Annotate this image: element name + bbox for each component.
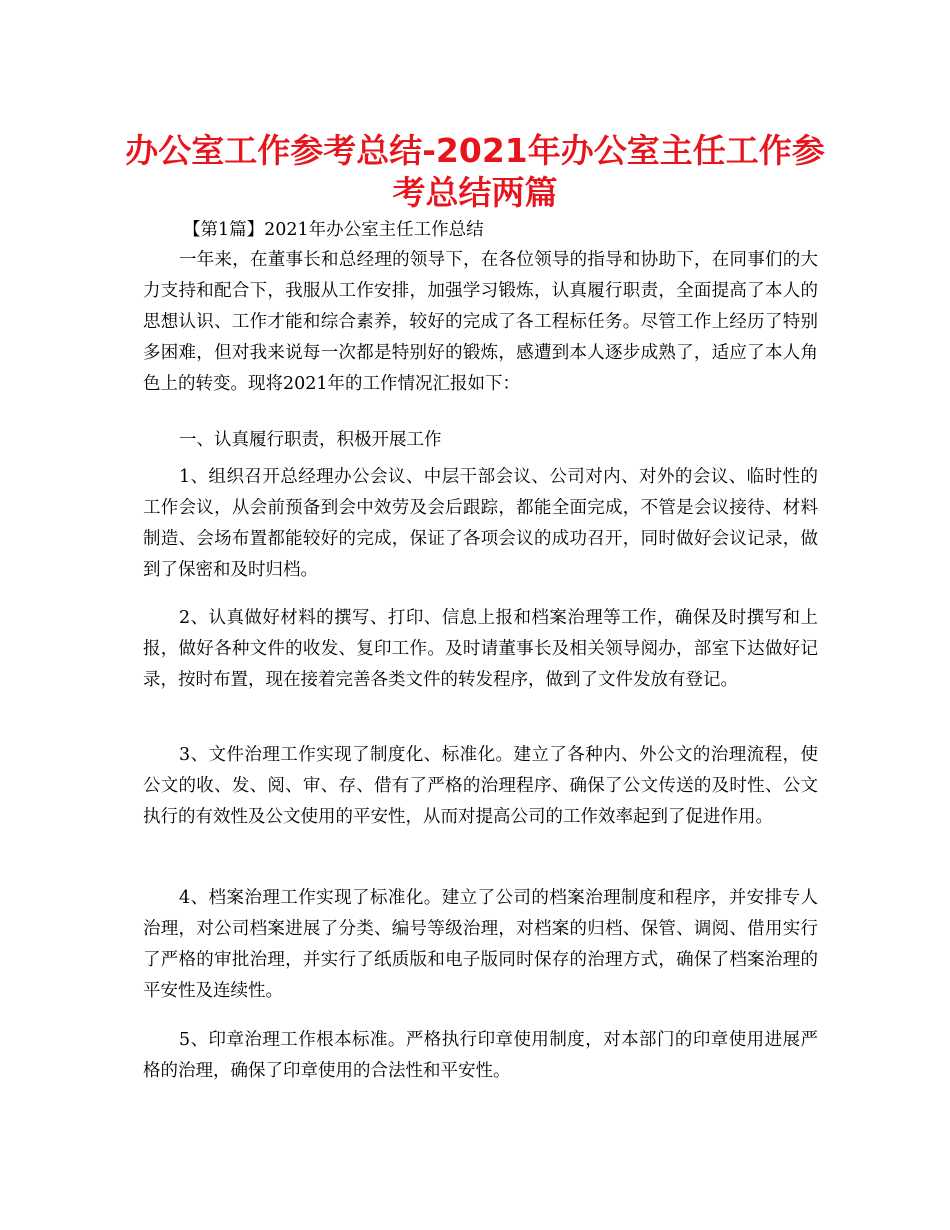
section-label-text: 【第1篇】2021年办公室主任工作总结 <box>183 220 484 240</box>
paragraph-item-2 <box>143 603 818 696</box>
paragraph-text: 5、印章治理工作根本标准。严格执行印章使用制度，对本部门的印章使用进展严格的治理，确保了印章使用的合法性和平安性。 <box>143 1030 818 1081</box>
paragraph-text: 一年来，在董事长和总经理的领导下，在各位领导的指导和协助下，在同事们的大力支持和配合下，我服从工作安排，加强学习锻炼，认真履行职责，全面提高了本人的思想认识、工作才能和综合素养，较好的完成了各工程标任务。尽管工作上经历了特别多困难，但对我来说每一次都是特别好的锻炼，感遭到本人逐步成熟了，适应了本人角色上的转变。现将2021年的工作情况汇报如下： <box>143 250 818 394</box>
paragraph-item-5 <box>143 1025 818 1087</box>
section-heading-text: 一、认真履行职责，积极开展工作 <box>179 430 442 450</box>
paragraph-text: 3、文件治理工作实现了制度化、标准化。建立了各种内、外公文的治理流程，使公文的收、发、阅、审、存、借有了严格的治理程序、确保了公文传送的及时性、公文执行的有效性及公文使用的平安性，从而对提高公司的工作效率起到了促进作用。 <box>143 745 818 827</box>
section-label <box>143 215 818 246</box>
document-title-line2: 考总结两篇 <box>392 173 558 212</box>
section-heading-1 <box>143 425 818 456</box>
paragraph-item-4 <box>143 883 818 1007</box>
paragraph-text: 1、组织召开总经理办公会议、中层干部会议、公司对内、对外的会议、临时性的工作会议，从会前预备到会中效劳及会后跟踪，都能全面完成，不管是会议接待、材料制造、会场布置都能较好的完成，保证了各项会议的成功召开，同时做好会议记录，做到了保密和及时归档。 <box>143 467 818 580</box>
paragraph-item-3 <box>143 740 818 833</box>
paragraph-text: 4、档案治理工作实现了标准化。建立了公司的档案治理制度和程序，并安排专人治理，对公司档案进展了分类、编号等级治理，对档案的归档、保管、调阅、借用实行了严格的审批治理，并实行了纸质版和电子版同时保存的治理方式，确保了档案治理的平安性及连续性。 <box>143 888 818 1001</box>
paragraph-text: 2、认真做好材料的撰写、打印、信息上报和档案治理等工作，确保及时撰写和上报，做好各种文件的收发、复印工作。及时请董事长及相关领导阅办，部室下达做好记录，按时布置，现在接着完善各类文件的转发程序，做到了文件发放有登记。 <box>143 608 818 690</box>
paragraph-intro <box>143 245 818 400</box>
paragraph-item-1 <box>143 462 818 586</box>
document-title-line1: 办公室工作参考总结-2021年办公室主任工作参 <box>125 131 825 170</box>
